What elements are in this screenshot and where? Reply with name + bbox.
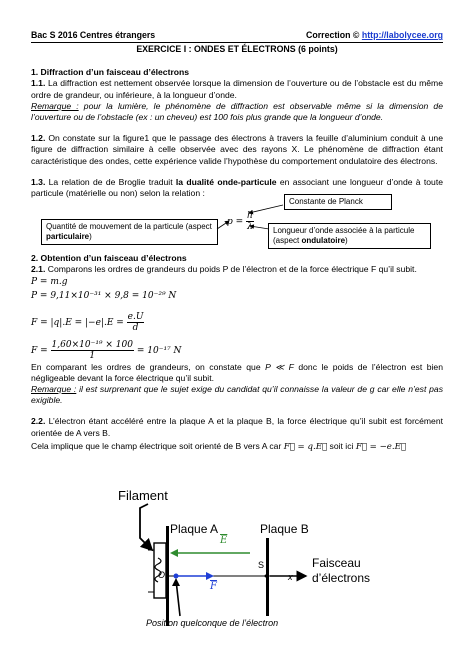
- figure-caption: Position quelconque de l’électron: [146, 618, 279, 628]
- paragraph-2-1: [31, 264, 443, 275]
- figure-svg: [100, 488, 440, 638]
- arrow-planck: [249, 205, 283, 213]
- paragraph-2-2: [31, 416, 443, 438]
- eq-F-def-a: F = |q|.E = |−e|.E =: [31, 317, 124, 328]
- label-plaque-a: Plaque A: [170, 522, 219, 536]
- text-2-2b-m: soit ici: [327, 440, 356, 451]
- page-header: [31, 30, 443, 41]
- eq-F-value-a: F =: [31, 345, 48, 356]
- num-1-2: 1.2.: [31, 133, 46, 144]
- momentum-text-c: ): [89, 232, 92, 242]
- wave-text-c: ): [345, 236, 348, 246]
- eq-F-num: e.U: [127, 311, 144, 322]
- eq-F-fraction: [127, 312, 145, 333]
- header-right: [306, 30, 443, 41]
- diagram-arrows: [31, 199, 443, 251]
- arrow-momentum: [217, 221, 229, 229]
- text-2-1: Comparons les ordres de grandeurs du poids P de l’électron et de la force électrique F qu’il subit.: [45, 264, 417, 275]
- text-1-3a: La relation de de Broglie traduit: [45, 176, 176, 187]
- compare-a: En comparant les ordres de grandeurs, on constate que: [31, 361, 266, 372]
- exercise-title: EXERCICE I : ONDES ET ÉLECTRONS (6 points): [136, 44, 338, 54]
- arrow-wavelength: [250, 226, 269, 229]
- section-2-heading: 2. Obtention d’un faisceau d’électrons: [31, 253, 187, 264]
- text-2-2b-a: Cela implique que le champ électrique soit orienté de B vers A car: [31, 440, 284, 451]
- remark-1-text: pour la lumière, le phénomène de diffraction est observable même si la dimension de l’ouverture ou de l’obstacle (ex : un cheveu) est 100 fois plus grande que la longueur d’onde.: [31, 100, 443, 123]
- remark-1-label: Remarque :: [31, 100, 79, 111]
- num-2-1: 2.1.: [31, 264, 46, 275]
- de-broglie-diagram: [31, 199, 443, 251]
- formula-h: h: [247, 211, 253, 222]
- formula-F-minus-eE: F⃗ = −e.E⃗: [355, 441, 407, 452]
- compare-symbol: P ≪ F: [265, 361, 294, 372]
- momentum-text-a: Quantité de mouvement de la particule (aspect: [46, 222, 212, 232]
- eq-F-value-den: 1: [89, 350, 96, 361]
- label-E: $\overline{E}$: [220, 535, 228, 546]
- eq-F-value: [31, 340, 181, 361]
- label-x: x: [288, 572, 293, 582]
- paragraph-1-2: [31, 133, 443, 167]
- label-O: O: [158, 570, 166, 580]
- remark-2-text: il est surprenant que le sujet exige du candidat qu’il connaisse la valeur de g car elle n’est pas exigible.: [31, 384, 443, 406]
- header-link[interactable]: http://labolycee.org: [361, 30, 443, 40]
- electron-gun-figure: [100, 488, 440, 638]
- eq-F-def: [31, 312, 144, 333]
- label-faisceau-1: Faisceau: [312, 556, 361, 570]
- text-1-3-bold: la dualité onde-particule: [175, 176, 277, 187]
- header-prefix: Correction ©: [306, 30, 362, 40]
- eq-P-value: P = 9,11×10⁻³¹ × 9,8 = 10⁻²⁹ N: [31, 290, 177, 301]
- remark-2: [31, 384, 443, 406]
- label-faisceau-2: d’électrons: [312, 571, 371, 585]
- equations-2-1: [31, 276, 443, 366]
- remark-1: [31, 101, 443, 123]
- paragraph-1-1: [31, 78, 443, 100]
- num-1-3: 1.3.: [31, 176, 46, 187]
- filament-pointer: [140, 504, 152, 550]
- eq-F-value-b: = 10⁻¹⁷ N: [136, 345, 182, 356]
- num-1-1: 1.1.: [31, 78, 46, 89]
- wave-text-a: Longueur d’onde associée à la particule (aspect: [273, 226, 415, 246]
- section-1-heading: 1. Diffraction d’un faisceau d’électrons: [31, 67, 190, 78]
- text-1-1: La diffraction est nettement observée lorsque la dimension de l’ouverture ou de l’obstacle est du même ordre de grandeur, ou inférieure, à la longueur d’onde.: [31, 78, 443, 100]
- header-rule: [31, 42, 443, 43]
- eq-P-def: P = m.g: [31, 276, 68, 287]
- label-filament: Filament: [118, 488, 168, 503]
- text-1-3b: en associant une longueur d’onde à toute particule (matérielle ou non) selon la relation :: [31, 176, 443, 199]
- header-left: Bac S 2016 Centres étrangers: [31, 30, 156, 40]
- eq-F-value-num: 1,60×10⁻¹⁹ × 100: [51, 339, 133, 350]
- electron-dot: [174, 574, 179, 579]
- label-faisceau: [312, 556, 370, 586]
- eq-F-value-fraction: [51, 340, 134, 361]
- formula-lambda: λ: [247, 222, 253, 233]
- label-plaque-b: Plaque B: [260, 522, 309, 536]
- eq-F-den: d: [132, 322, 139, 333]
- text-1-2: On constate sur la figure1 que le passage des électrons à travers la feuille d’aluminium conduit à une figure de diffraction similaire à celle observée avec des rayons X. Le phénomène de diffraction étant caractéristique des ondes, cette expérience valide l’hypothèse du comportement ondulatoire des électrons.: [31, 133, 443, 166]
- formula-F-qE: F⃗ = q.E⃗: [283, 441, 328, 452]
- label-F: $\overline{F}$: [210, 581, 217, 592]
- planck-box: Constante de Planck: [284, 194, 392, 210]
- remark-2-label: Remarque :: [31, 384, 77, 395]
- page-content: [31, 30, 443, 453]
- wave-text-b: ondulatoire: [301, 236, 346, 246]
- formula-p: p =: [227, 217, 244, 228]
- label-S: S: [258, 560, 265, 570]
- text-2-2: L’électron étant accéléré entre la plaque A et la plaque B, la force électrique qu’il subit est forcément orientée de A vers B.: [31, 416, 443, 438]
- num-2-2: 2.2.: [31, 416, 46, 427]
- paragraph-2-2b: [31, 441, 443, 453]
- compare-b: donc le poids de l’électron est bien négligeable devant la force électrique qu’il subit.: [31, 361, 443, 383]
- momentum-text-b: particulaire: [46, 232, 90, 242]
